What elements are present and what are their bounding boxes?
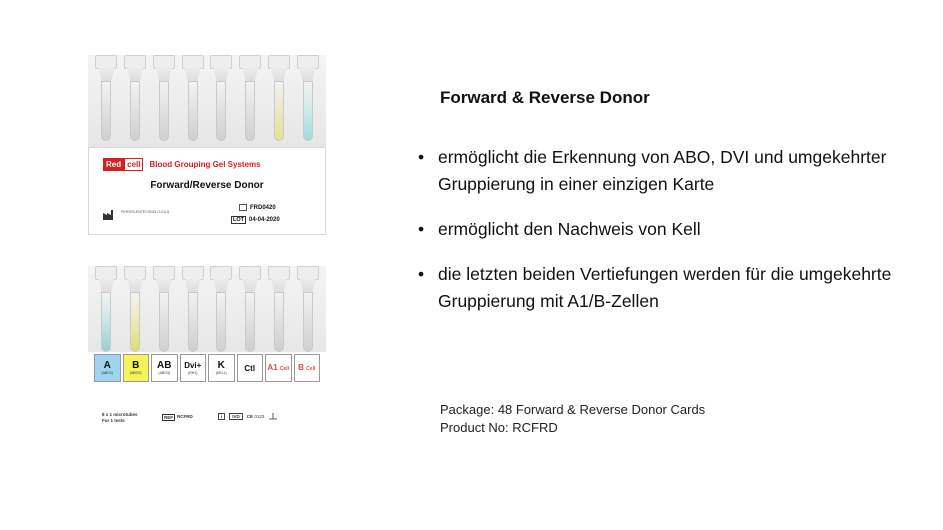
feature-text: die letzten beiden Vertiefungen werden für die umgekehrte Gruppierung mit A1/B-Zellen [438,264,892,311]
microtube [210,55,232,147]
well-label-main: A1 [267,362,278,372]
well-labels [94,354,320,382]
well-label-sub: (ABO2) [129,371,142,375]
code-row [239,204,276,211]
catalog-icon [239,204,247,211]
package-text: Package: 48 Forward & Reverse Donor Cards [440,402,706,417]
lot-row [231,216,280,224]
well-label-ab [151,354,178,382]
ce-mark [247,414,265,419]
card-label [88,147,326,235]
package-info [440,401,705,437]
product-card-bottom-image [88,266,326,438]
lot-date: 04-04-2020 [249,217,280,223]
microtube [297,55,319,147]
well-label-a [94,354,121,382]
logo-part-red: Red [103,158,124,171]
product-number: Product No: RCFRD [440,420,558,435]
card-label [88,352,326,438]
redcell-logo [103,158,143,171]
logo-part-cell: cell [124,158,143,171]
ref-label: REF [164,415,173,420]
brand-row [103,158,261,171]
card-code: FRD0420 [250,204,276,211]
well-label-k [208,354,235,382]
well-label-main: B [298,362,304,372]
factory-icon [103,210,117,220]
microtube [95,266,117,358]
well-label-sub: (ABO1) [101,371,114,375]
lot-label: LOT [233,217,244,223]
ref-row [162,414,193,421]
well-label-b [123,354,150,382]
product-card-top-image [88,55,326,235]
microtube [182,55,204,147]
symbol-row [218,412,278,420]
microtube-count: 8 x 1 microtubes [102,412,138,417]
feature-item [418,216,928,243]
well-label-text [266,362,291,375]
microtube [95,55,117,147]
ce-number: 0123 [254,413,265,419]
microtube [239,55,261,147]
well-label-sub: (RH1) [188,371,198,375]
brand-title: Blood Grouping Gel Systems [149,160,261,169]
instructions-icon: i [218,413,225,420]
test-count: For 1 tests [102,418,125,423]
microtube-row [88,266,326,358]
feature-text: ermöglicht die Erkennung von ABO, DVI und umgekehrter Gruppierung in einer einzigen Karte [438,147,887,194]
feature-item [418,261,928,315]
well-label-text: K [217,360,225,371]
microtube [268,55,290,147]
microtube [124,55,146,147]
well-label-a1-cell [265,354,292,382]
bullet-icon: • [418,147,425,167]
well-label-ctl [237,354,264,382]
ce-label: CE [246,413,254,419]
card-name: Forward/Reverse Donor [150,180,264,191]
microtube [182,266,204,358]
feature-item [418,144,928,198]
microtube [268,266,290,358]
well-label-text [295,362,320,375]
microtube [153,55,175,147]
bullet-icon: • [418,219,425,239]
microtube-row [88,55,326,147]
feature-list [418,144,928,333]
well-label-b-cell [294,354,321,382]
microtube-info [102,412,138,424]
temperature-icon [268,412,278,420]
manufacturer-text: PERSISLENTECHNOLOJİ A.Ş. [121,210,171,214]
microtube [210,266,232,358]
microtube [297,266,319,358]
ref-code: RCFRD [177,414,193,419]
well-label-dvi [180,354,207,382]
microtube [124,266,146,358]
well-label-text: A [103,360,111,371]
bullet-icon: • [418,264,425,284]
ivd-mark: IVD [229,413,243,420]
well-label-text: Ctl [244,363,256,373]
well-label-text: B [132,360,140,371]
well-label-suffix: Cell [279,365,290,372]
well-label-sub: (KEL1) [215,371,227,375]
microtube [153,266,175,358]
well-label-sub: (ABO3) [158,371,171,375]
slide-heading: Forward & Reverse Donor [440,88,650,107]
microtube [239,266,261,358]
feature-text: ermöglicht den Nachweis von Kell [438,219,701,239]
well-label-text: Dvi+ [184,361,202,370]
well-label-suffix: Cell [306,365,316,372]
well-label-text: AB [157,360,172,371]
